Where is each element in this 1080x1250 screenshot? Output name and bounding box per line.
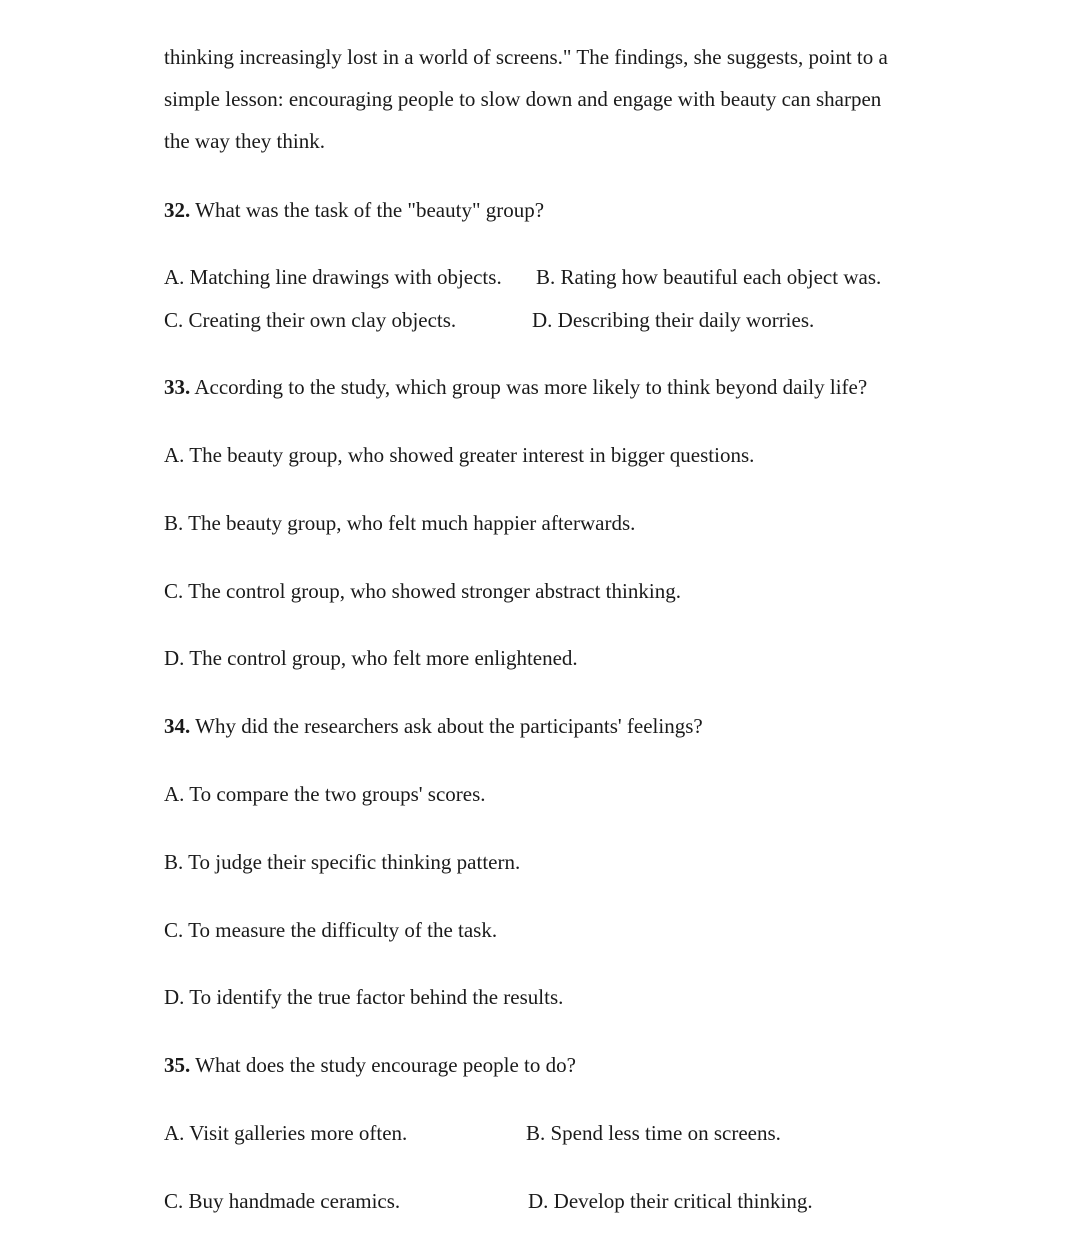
question-34: [164, 714, 703, 738]
option-35-a: A. Visit galleries more often.: [164, 1121, 408, 1145]
question-text: Why did the researchers ask about the participants' feelings?: [195, 714, 703, 738]
question-text: What was the task of the "beauty" group?: [195, 198, 545, 222]
option-32-d: D. Describing their daily worries.: [532, 308, 815, 332]
question-35: [164, 1053, 576, 1077]
passage-line: thinking increasingly lost in a world of screens." The findings, she suggests, point to a: [164, 45, 888, 69]
option-34-d: D. To identify the true factor behind the results.: [164, 985, 564, 1009]
option-32-c: C. Creating their own clay objects.: [164, 308, 457, 332]
option-32-a: A. Matching line drawings with objects.: [164, 265, 502, 289]
option-33-c: C. The control group, who showed stronger abstract thinking.: [164, 579, 681, 603]
option-33-a: A. The beauty group, who showed greater interest in bigger questions.: [164, 443, 755, 467]
question-33: [164, 375, 867, 399]
option-35-b: B. Spend less time on screens.: [526, 1121, 781, 1145]
option-34-a: A. To compare the two groups' scores.: [164, 782, 486, 806]
passage-line: simple lesson: encouraging people to slow down and engage with beauty can sharpen: [164, 87, 882, 111]
question-number: 32.: [164, 198, 191, 222]
question-text: According to the study, which group was more likely to think beyond daily life?: [194, 375, 868, 399]
question-number: 35.: [164, 1053, 191, 1077]
option-33-b: B. The beauty group, who felt much happier afterwards.: [164, 511, 636, 535]
option-32-b: B. Rating how beautiful each object was.: [536, 265, 882, 289]
option-35-d: D. Develop their critical thinking.: [528, 1189, 813, 1213]
question-text: What does the study encourage people to do?: [195, 1053, 576, 1077]
option-34-b: B. To judge their specific thinking pattern.: [164, 850, 521, 874]
option-33-d: D. The control group, who felt more enlightened.: [164, 646, 578, 670]
question-32: [164, 198, 544, 222]
option-35-c: C. Buy handmade ceramics.: [164, 1189, 401, 1213]
question-number: 34.: [164, 714, 191, 738]
question-number: 33.: [164, 375, 191, 399]
passage-line: the way they think.: [164, 129, 325, 153]
option-34-c: C. To measure the difficulty of the task.: [164, 918, 498, 942]
